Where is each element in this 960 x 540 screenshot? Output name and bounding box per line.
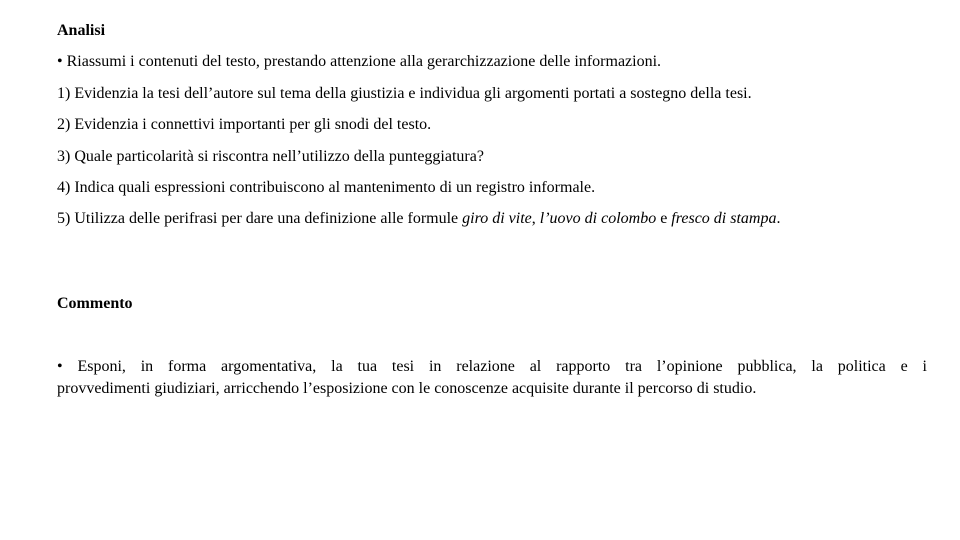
- analisi-item-1: 1) Evidenzia la tesi dell’autore sul tema della giustizia e individua gli argomenti portati a sostegno della tesi.: [57, 85, 752, 102]
- item5-term-fresco-di-stampa: fresco di stampa: [671, 210, 777, 227]
- analisi-item-summary: • Riassumi i contenuti del testo, prestando attenzione alla gerarchizzazione delle informazioni.: [57, 53, 662, 70]
- commento-line-2: provvedimenti giudiziari, arricchendo l’esposizione con le conoscenze acquisite durante il percorso di studio.: [57, 380, 757, 397]
- item5-suffix: .: [776, 210, 781, 227]
- commento-heading: Commento: [57, 295, 133, 312]
- document-page: [57, 0, 927, 540]
- analisi-item-2: 2) Evidenzia i connettivi importanti per gli snodi del testo.: [57, 116, 432, 133]
- analisi-item-4: 4) Indica quali espressioni contribuiscono al mantenimento di un registro informale.: [57, 179, 596, 196]
- analisi-heading: Analisi: [57, 22, 106, 39]
- item5-prefix: 5) Utilizza delle perifrasi per dare una definizione alle formule: [57, 210, 463, 227]
- item5-term-giro-di-vite: giro di vite: [462, 210, 532, 227]
- analisi-item-3: 3) Quale particolarità si riscontra nell’utilizzo della punteggiatura?: [57, 148, 484, 165]
- item5-separator-1: ,: [531, 210, 540, 227]
- commento-line-1: • Esponi, in forma argomentativa, la tua tesi in relazione al rapporto tra l’opinione pubblica, la politica e i: [57, 358, 927, 375]
- item5-term-uovo-di-colombo: l’uovo di colombo: [539, 210, 657, 227]
- analisi-item-5: [57, 208, 927, 230]
- item5-separator-2: e: [656, 210, 672, 227]
